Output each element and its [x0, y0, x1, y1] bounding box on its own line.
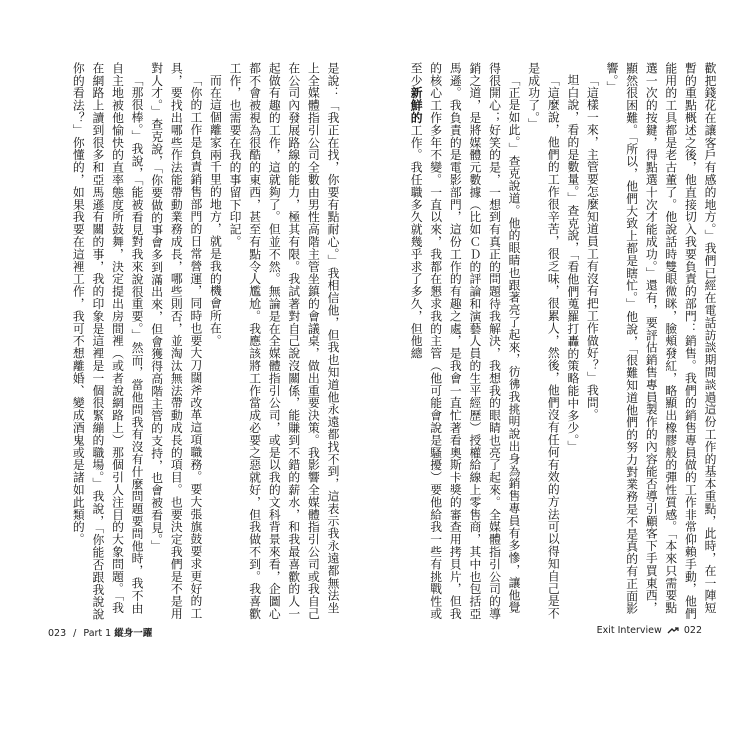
- paragraph: 是說：「我正在找，你要有點耐心。」我相信他，但我也知道他永遠都找不到，這表示我永遠都無法坐上全媒體指引公司全數由男性高階主管坐鎮的會議桌，做出重要決策。我影響全媒體指引公司或我自己在公司內發展路線的能力，極其有限。我試著對自己說沒關係，能賺到不錯的薪水，和我最喜歡的人一起做有趣的工作，這就夠了。但並不然。無論是在全媒體指引公司，或是以我的文科背景來看，企圖心都不會被視為很酷的東西，甚至有點令人尷尬。我應該將工作當成必要之惡就好，但我做不到。我喜歡工作，也需要在我的事留下印記。: [228, 62, 340, 620]
- emphasized-phrase: 新鮮的: [409, 86, 424, 125]
- right-page-footer: [597, 625, 702, 636]
- paragraph: 「這麼說，他們的工作很辛苦，很乏味，很累人，然後，他們沒有任何有效的方法可以得知自己是不是成功了。」: [526, 62, 561, 620]
- arrow-icon: [667, 627, 679, 635]
- left-page-text: [42, 62, 342, 622]
- footer-separator: /: [73, 628, 77, 639]
- left-page-footer: [48, 625, 152, 639]
- part-label: Part 1: [83, 628, 112, 639]
- paragraph: 「那很棒。」我說，「能被看見對我來說很重要。」然而，當他問我有沒有什麼問題要問他時，我不由自主地被他愉快的直率態度所鼓舞，決定提出房間裡（或者說網路上）那個引人注目的大象問題。「我在網路上讀到很多和亞馬遜有關的事，我的印象是這裡是一個很緊繃的職場。」我說，「你能否跟我說說你的看法？」你懂的，如果我要在這裡工作，我可不想離婚、變成酒鬼或是諸如此類的。: [71, 62, 145, 621]
- page-number: 023: [48, 628, 67, 639]
- paragraph: 而在這個離家兩千里的地方，就是我的機會所在。: [208, 73, 223, 347]
- paragraph: 「你的工作是負責銷售部門的日常營運，同時也要大刀闊斧改革這項職務。要大張旗鼓要求更好的工具，要找出哪些作法能帶動業務成長，哪些則否，並淘汰無法帶動成長的項目。也要決定我們是不是用對人才。」查克說，「你要做的事會多到滿出來，但會獲得高階主管的支持，也會被看見。」: [149, 62, 203, 620]
- part-title: 縱身一躍: [114, 628, 153, 639]
- right-page-text: [411, 62, 719, 622]
- footer-label: Exit Interview: [596, 625, 662, 636]
- paragraph: 「這樣一來，主管要怎麼知道員工有沒有把工作做好？」我問。: [585, 73, 600, 421]
- page-number: 022: [683, 625, 702, 636]
- paragraph: 歡把錢花在讓客戶有感的地方。」我們已經在電話訪談期間談過這份工作的基本重點，此時，在一陣短暫的重點概述之後，他直接切入我要負責的部門：銷售。我們的銷售專員做的工作非常仰賴手動，他們能用的工具都是老古董了。他說話時雙眼微眯，臉頰發紅，略顯出橡膠般的彈性質感。「本來只需要點選一次的按鍵，得點選十次才能成功。」還有，要評估銷售專員製作的內容能否導引顧客下手買東西，顯然很困難。「所以，他們大致上都是瞎忙。」他說，「很難知道他們的努力對業務是不是真的有正面影響。」: [605, 62, 717, 620]
- paragraph: 「正是如此。」查克說道。他的眼睛也跟著亮了起來，彷彿我挑明說出身為銷售專員有多慘，讓他覺得很開心；好笑的是，一想到有真正的問題待我解決，我想我的眼睛也亮了起來。全媒體指引公司的導銷之道，是將媒體元數據（比如ＣＤ的評論和演藝人員的生平經歷）授權給線上零售商，其中也包括亞馬遜。我負責的是電影部門，這份工作的有趣之處，是我會一直忙著看奧斯卡獎的審查用拷貝片，但我的核心工作多年不變。一直以來，我都在懇求我的主管（他可能會說是騷擾）要他給我一些有挑戰性或至少新鮮的工作。我任職多久就幾乎求了多久，但他總: [409, 62, 522, 620]
- paragraph: 坦白說，看的是數量。」查克說，「看他們蒐羅打轟的策略能中多少。」: [565, 73, 580, 453]
- right-page: [375, 0, 750, 750]
